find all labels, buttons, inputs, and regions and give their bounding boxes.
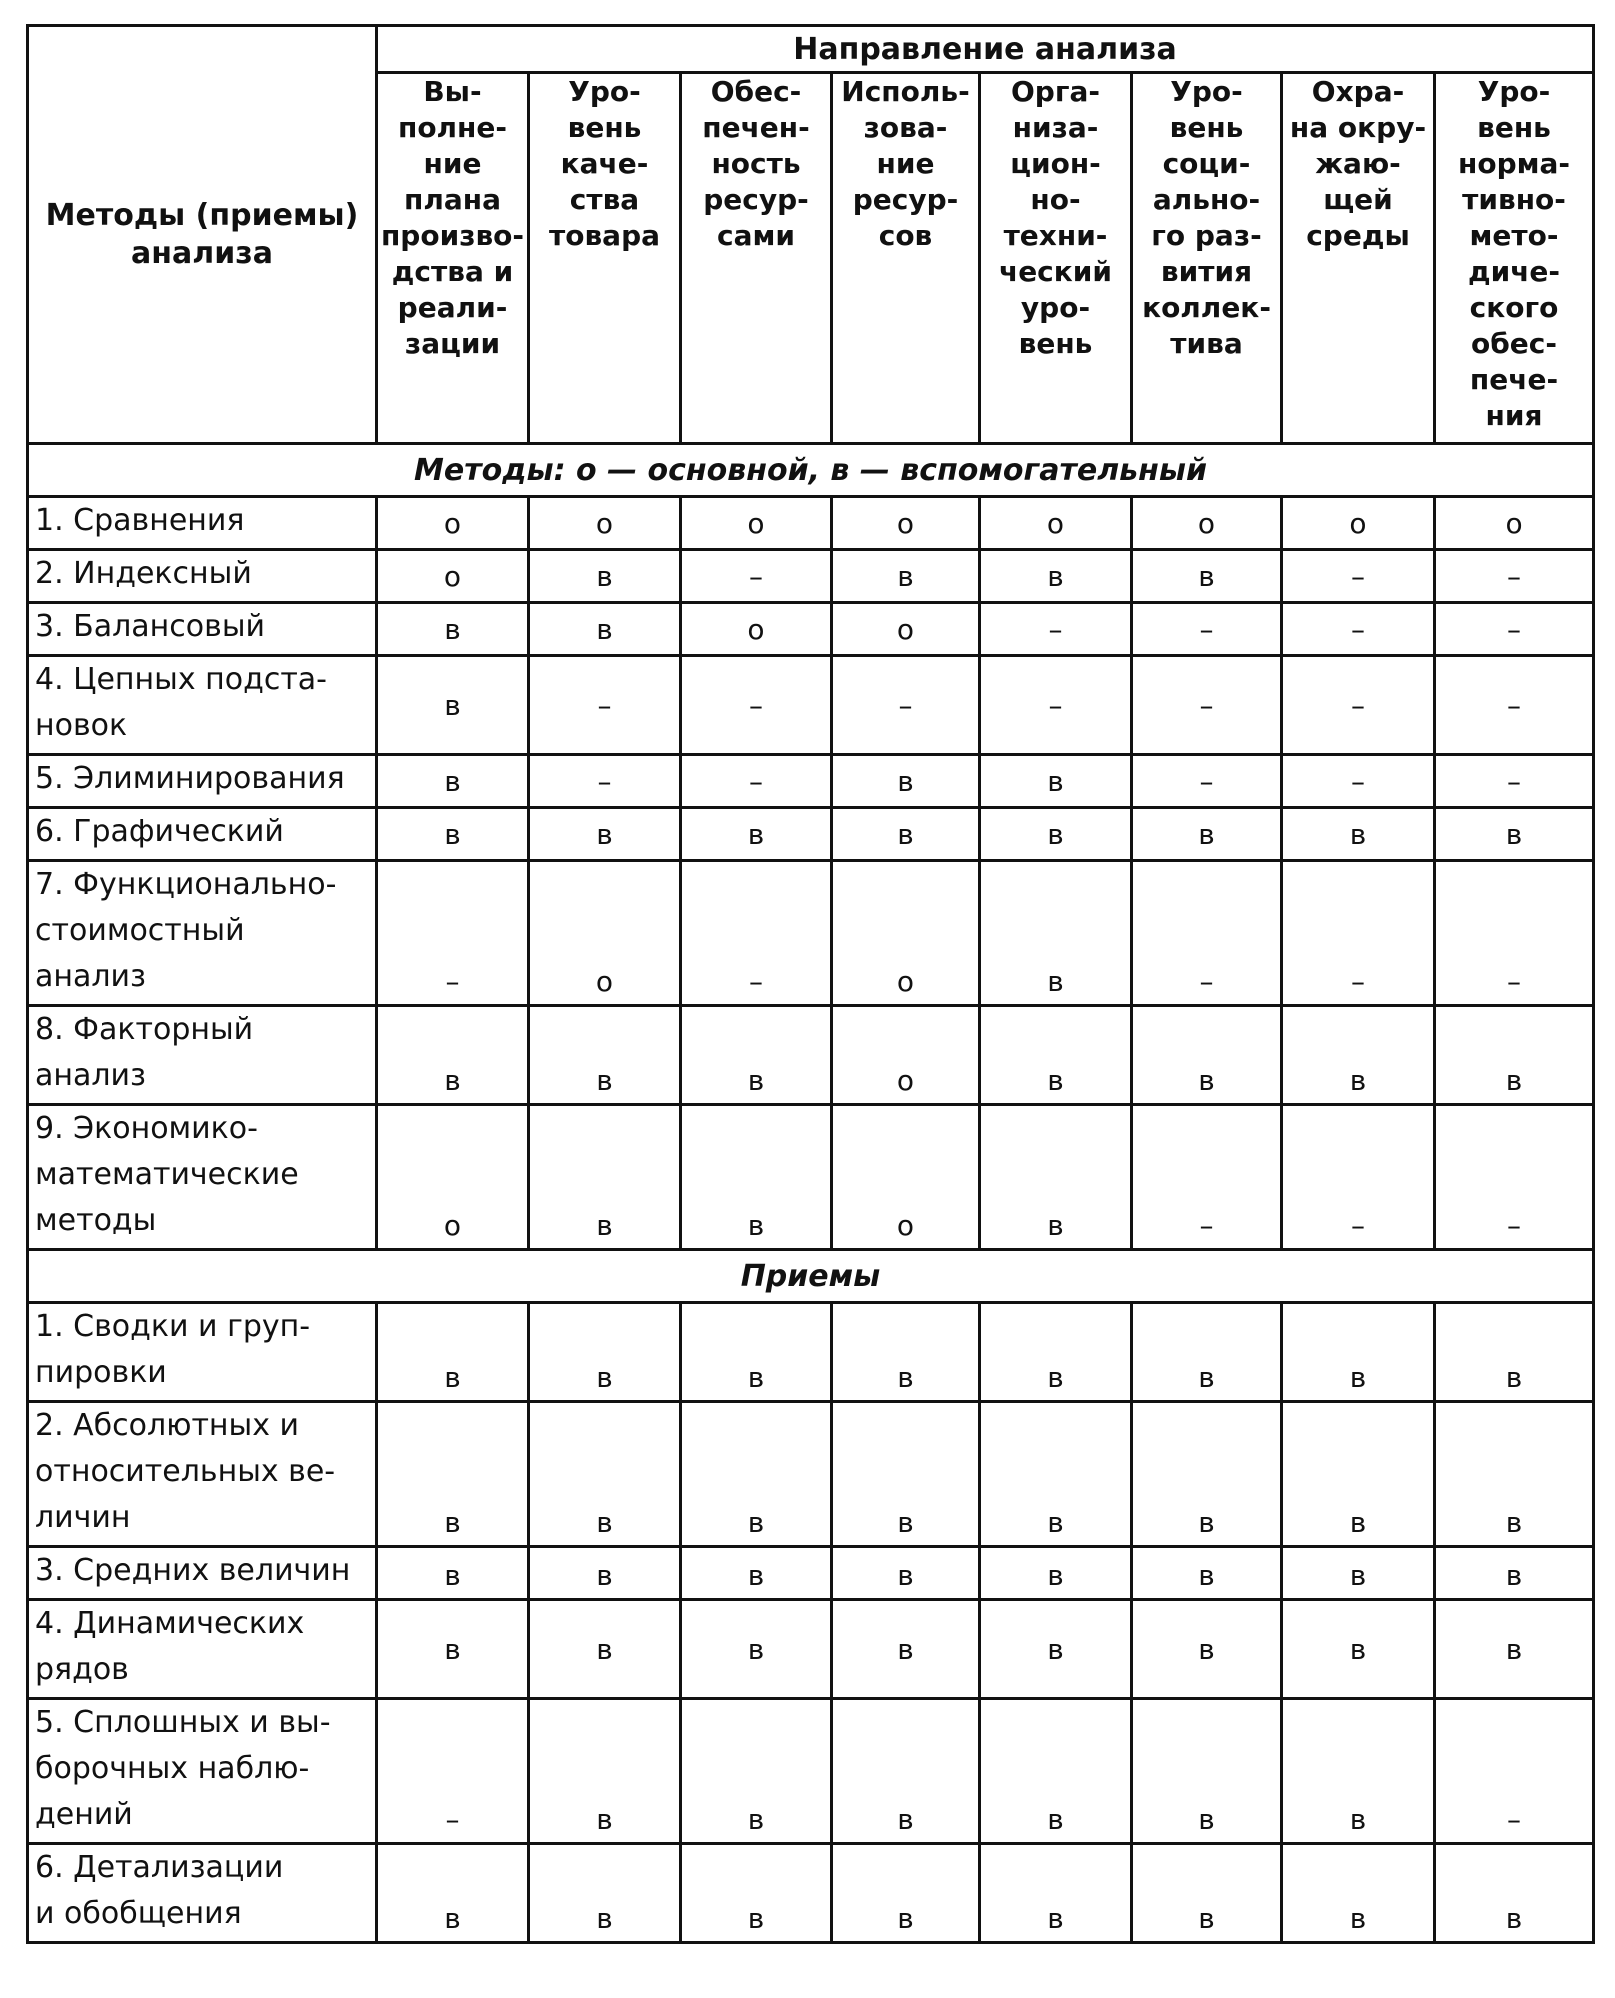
- table-cell: –: [1282, 603, 1435, 656]
- column-header: Уро- вень каче- ства товара: [529, 73, 681, 444]
- row-name: 3. Средних величин: [28, 1547, 377, 1600]
- table-cell: в: [377, 656, 529, 755]
- table-cell: в: [1132, 1303, 1282, 1402]
- table-cell: –: [1282, 656, 1435, 755]
- table-cell: в: [980, 1402, 1132, 1547]
- column-header: Уро- вень норма- тивно- мето- диче- ского обес- пече- ния: [1435, 73, 1594, 444]
- table-cell: о: [832, 603, 980, 656]
- table-row: [28, 1006, 1594, 1105]
- table-cell: в: [377, 1600, 529, 1699]
- table-cell: в: [1282, 808, 1435, 861]
- table-cell: в: [681, 1547, 832, 1600]
- table-cell: в: [529, 1547, 681, 1600]
- table-cell: о: [1435, 497, 1594, 550]
- table-cell: в: [529, 1844, 681, 1943]
- table-cell: о: [832, 1105, 980, 1250]
- table-cell: –: [529, 755, 681, 808]
- table-cell: –: [681, 656, 832, 755]
- table-cell: в: [681, 1844, 832, 1943]
- table-cell: в: [832, 1844, 980, 1943]
- table-cell: в: [1132, 1402, 1282, 1547]
- table-cell: в: [681, 1402, 832, 1547]
- methods-header-cell: Методы (приемы) анализа: [28, 26, 377, 444]
- table-cell: в: [980, 1844, 1132, 1943]
- table-cell: в: [529, 1006, 681, 1105]
- table-cell: –: [377, 861, 529, 1006]
- table-cell: в: [1435, 1402, 1594, 1547]
- table-cell: о: [377, 550, 529, 603]
- table-cell: в: [529, 1303, 681, 1402]
- table-cell: в: [1132, 1547, 1282, 1600]
- table-row: [28, 1600, 1594, 1699]
- table-cell: –: [681, 550, 832, 603]
- table-cell: о: [1282, 497, 1435, 550]
- table-cell: –: [832, 656, 980, 755]
- table-cell: –: [1282, 861, 1435, 1006]
- table-cell: в: [980, 1006, 1132, 1105]
- table-cell: в: [1132, 550, 1282, 603]
- table-cell: о: [377, 1105, 529, 1250]
- table-cell: в: [1282, 1844, 1435, 1943]
- table-cell: в: [1282, 1006, 1435, 1105]
- table-cell: в: [377, 1303, 529, 1402]
- table-cell: в: [1435, 808, 1594, 861]
- table-row: [28, 1844, 1594, 1943]
- table-cell: в: [529, 1699, 681, 1844]
- table-cell: в: [1435, 1844, 1594, 1943]
- table-cell: в: [377, 603, 529, 656]
- table-cell: в: [377, 808, 529, 861]
- methods-table: [26, 24, 1595, 1944]
- table-cell: –: [980, 603, 1132, 656]
- table-cell: в: [1282, 1402, 1435, 1547]
- table-cell: в: [1435, 1303, 1594, 1402]
- table-cell: в: [529, 1105, 681, 1250]
- table-cell: в: [832, 1699, 980, 1844]
- table-row: [28, 1402, 1594, 1547]
- table-cell: в: [1435, 1006, 1594, 1105]
- section-title: Приемы: [28, 1250, 1594, 1303]
- row-name: 2. Абсолютных и относительных ве- личин: [28, 1402, 377, 1547]
- table-row: [28, 1303, 1594, 1402]
- direction-header-cell: Направление анализа: [377, 26, 1594, 73]
- table-cell: в: [980, 808, 1132, 861]
- table-cell: в: [980, 550, 1132, 603]
- table-cell: в: [377, 1402, 529, 1547]
- table-cell: о: [980, 497, 1132, 550]
- table-cell: в: [681, 808, 832, 861]
- table-cell: в: [1435, 1600, 1594, 1699]
- row-name: 9. Экономико- математические методы: [28, 1105, 377, 1250]
- table-cell: в: [832, 1600, 980, 1699]
- table-cell: –: [1282, 1105, 1435, 1250]
- table-row: [28, 1699, 1594, 1844]
- row-name: 1. Сравнения: [28, 497, 377, 550]
- row-name: 4. Цепных подста- новок: [28, 656, 377, 755]
- column-header: Охра- на окру- жаю- щей среды: [1282, 73, 1435, 444]
- row-name: 2. Индексный: [28, 550, 377, 603]
- table-cell: о: [832, 1006, 980, 1105]
- table-cell: в: [1435, 1547, 1594, 1600]
- table-cell: о: [377, 497, 529, 550]
- row-name: 4. Динамических рядов: [28, 1600, 377, 1699]
- table-row: [28, 603, 1594, 656]
- table-cell: –: [1282, 550, 1435, 603]
- table-cell: в: [980, 1600, 1132, 1699]
- table-body: [28, 444, 1594, 1943]
- table-cell: о: [681, 497, 832, 550]
- table-cell: в: [832, 550, 980, 603]
- row-name: 7. Функционально- стоимостный анализ: [28, 861, 377, 1006]
- table-cell: в: [1282, 1600, 1435, 1699]
- table-cell: в: [681, 1303, 832, 1402]
- table-cell: в: [1132, 1600, 1282, 1699]
- table-cell: –: [1282, 755, 1435, 808]
- table-row: [28, 1105, 1594, 1250]
- table-cell: в: [1282, 1547, 1435, 1600]
- table-cell: в: [1282, 1303, 1435, 1402]
- table-cell: в: [529, 808, 681, 861]
- column-header: Обес- печен- ность ресур- сами: [681, 73, 832, 444]
- table-cell: –: [1132, 656, 1282, 755]
- table-cell: –: [980, 656, 1132, 755]
- table-cell: в: [980, 861, 1132, 1006]
- table-cell: –: [1435, 550, 1594, 603]
- table-cell: о: [529, 861, 681, 1006]
- row-name: 5. Элиминирования: [28, 755, 377, 808]
- table-cell: –: [681, 755, 832, 808]
- table-cell: –: [1132, 603, 1282, 656]
- table-cell: в: [529, 1402, 681, 1547]
- table-cell: в: [980, 1303, 1132, 1402]
- column-header: Уро- вень соци- ально- го раз- вития коллек- тива: [1132, 73, 1282, 444]
- row-name: 6. Детализации и обобщения: [28, 1844, 377, 1943]
- table-cell: в: [529, 550, 681, 603]
- table-cell: в: [1132, 1699, 1282, 1844]
- table-cell: –: [1435, 656, 1594, 755]
- row-name: 5. Сплошных и вы- борочных наблю- дений: [28, 1699, 377, 1844]
- table-cell: –: [1435, 603, 1594, 656]
- table-row: [28, 656, 1594, 755]
- table-cell: в: [681, 1006, 832, 1105]
- table-row: [28, 755, 1594, 808]
- table-cell: в: [681, 1105, 832, 1250]
- table-cell: в: [832, 1547, 980, 1600]
- table-row: [28, 1547, 1594, 1600]
- table-cell: –: [377, 1699, 529, 1844]
- row-name: 1. Сводки и груп- пировки: [28, 1303, 377, 1402]
- table-cell: в: [1132, 808, 1282, 861]
- table-cell: –: [681, 861, 832, 1006]
- row-name: 6. Графический: [28, 808, 377, 861]
- table-cell: в: [529, 1600, 681, 1699]
- table-cell: в: [832, 1402, 980, 1547]
- table-cell: в: [377, 1547, 529, 1600]
- table-cell: в: [377, 1844, 529, 1943]
- row-name: 3. Балансовый: [28, 603, 377, 656]
- header-row-top: [28, 26, 1594, 73]
- table-cell: в: [1132, 1844, 1282, 1943]
- table-cell: –: [1132, 1105, 1282, 1250]
- table-cell: в: [832, 755, 980, 808]
- table-row: [28, 861, 1594, 1006]
- table-cell: в: [980, 1547, 1132, 1600]
- column-header: Вы- полне- ние плана произво- дства и реали- зации: [377, 73, 529, 444]
- table-cell: –: [1132, 755, 1282, 808]
- table-cell: в: [1282, 1699, 1435, 1844]
- table-cell: –: [1435, 755, 1594, 808]
- table-header: [28, 26, 1594, 444]
- table-cell: о: [681, 603, 832, 656]
- table-cell: в: [832, 1303, 980, 1402]
- table-cell: в: [980, 755, 1132, 808]
- table-cell: в: [681, 1600, 832, 1699]
- table-cell: о: [832, 497, 980, 550]
- table-cell: –: [1435, 1105, 1594, 1250]
- table-cell: –: [1132, 861, 1282, 1006]
- table-cell: о: [529, 497, 681, 550]
- table-cell: –: [1435, 1699, 1594, 1844]
- table-cell: в: [377, 755, 529, 808]
- table-cell: в: [832, 808, 980, 861]
- table-row: [28, 808, 1594, 861]
- section-title: Методы: о — основной, в — вспомогательный: [28, 444, 1594, 497]
- table-cell: о: [1132, 497, 1282, 550]
- table-cell: в: [681, 1699, 832, 1844]
- table-cell: –: [1435, 861, 1594, 1006]
- table-cell: в: [980, 1105, 1132, 1250]
- table-row: [28, 550, 1594, 603]
- table-cell: в: [377, 1006, 529, 1105]
- table-row: [28, 497, 1594, 550]
- table-cell: в: [1132, 1006, 1282, 1105]
- column-header: Исполь- зова- ние ресур- сов: [832, 73, 980, 444]
- section-row: [28, 444, 1594, 497]
- row-name: 8. Факторный анализ: [28, 1006, 377, 1105]
- section-row: [28, 1250, 1594, 1303]
- table-cell: в: [980, 1699, 1132, 1844]
- table-cell: –: [529, 656, 681, 755]
- table-cell: о: [832, 861, 980, 1006]
- column-header: Орга- низа- цион- но- техни- ческий уро- вень: [980, 73, 1132, 444]
- table-cell: в: [529, 603, 681, 656]
